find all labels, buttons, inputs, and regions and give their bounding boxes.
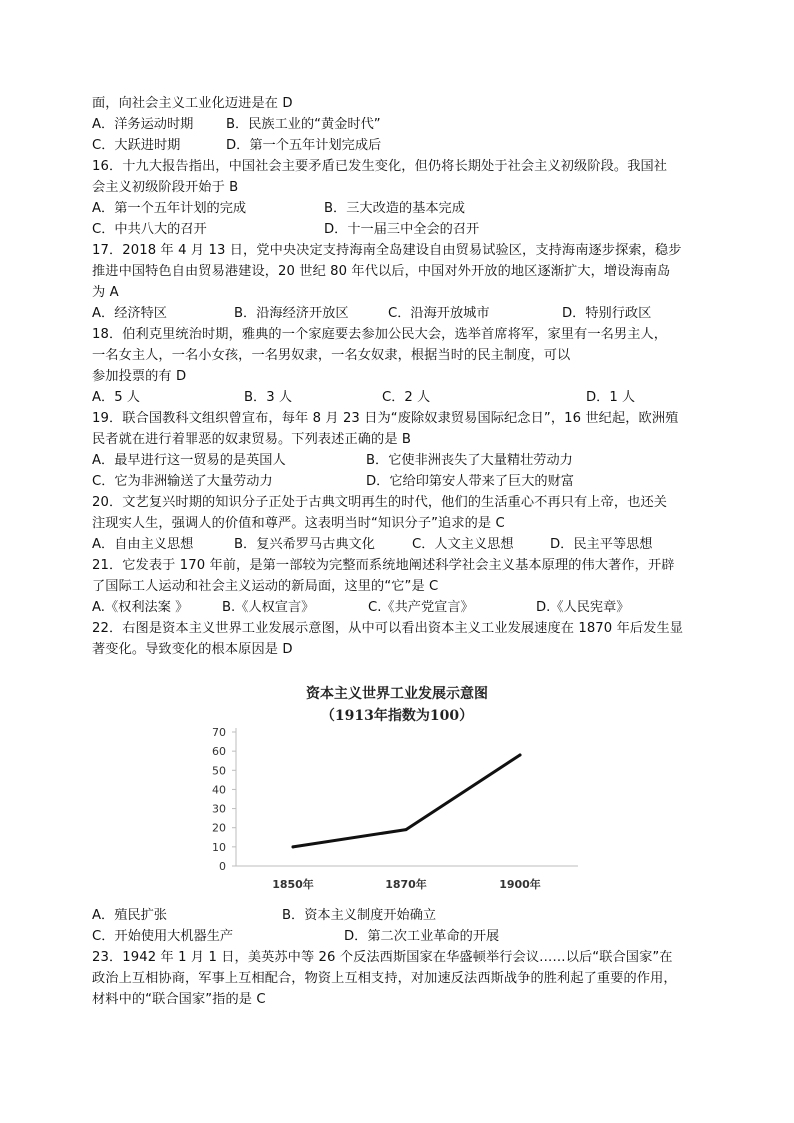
q17-option-c: C．沿海开放城市 — [388, 306, 490, 321]
q18-option-b: B．3 人 — [244, 390, 293, 405]
chart-subtitle: （1913年指数为100） — [320, 708, 474, 724]
q20-option-d: D．民主平等思想 — [550, 537, 653, 552]
q21-option-d: D.《人民宪章》 — [536, 600, 630, 615]
q20-option-a: A．自由主义思想 — [92, 537, 194, 552]
q15-option-a: A．洋务运动时期 — [92, 117, 194, 132]
q16-stem-line1: 16．十九大报告指出，中国社会主要矛盾已发生变化，但仍将长期处于社会主义初级阶段。我国社 — [92, 159, 668, 174]
q17-stem-line2: 推进中国特色自由贸易港建设，20 世纪 80 年代以后，中国对外开放的地区逐渐扩大，增设海南岛 — [92, 264, 671, 279]
q16-option-d: D．十一届三中全会的召开 — [324, 222, 480, 237]
q22-option-d: D．第二次工业革命的开展 — [344, 929, 500, 944]
q15-option-b: B．民族工业的“黄金时代” — [226, 117, 381, 132]
q21-option-a: A.《权利法案 》 — [92, 600, 189, 615]
q21-option-b: B.《人权宣言》 — [222, 600, 315, 615]
q19-option-d: D．它给印第安人带来了巨大的财富 — [366, 474, 574, 489]
q22-stem-line1: 22．右图是资本主义世界工业发展示意图，从中可以看出资本主义工业发展速度在 1870 年后发生显 — [92, 621, 684, 636]
q15-option-c: C．大跃进时期 — [92, 138, 181, 153]
q19-stem-line2: 民者就在进行着罪恶的奴隶贸易。下列表述正确的是 B — [92, 432, 412, 447]
q17-option-d: D．特别行政区 — [562, 306, 652, 321]
q19-option-c: C．它为非洲输送了大量劳动力 — [92, 474, 273, 489]
q20-stem-line1: 20．文艺复兴时期的知识分子正处于古典文明再生的时代，他们的生活重心不再只有上帝，也还关 — [92, 495, 668, 510]
q21-stem-line1: 21．它发表于 170 年前，是第一部较为完整而系统地阐述科学社会主义基本原理的伟大著作，开辟 — [92, 558, 675, 573]
y-tick-label: 0 — [219, 860, 226, 873]
q21-stem-line2: 了国际工人运动和社会主义运动的新局面，这里的“它”是 C — [92, 579, 439, 594]
q22-option-b: B．资本主义制度开始确立 — [282, 908, 437, 923]
q23-stem-line3: 材料中的“联合国家”指的是 C — [92, 992, 266, 1007]
data-point — [519, 753, 522, 756]
q17-stem-line3: 为 A — [92, 285, 119, 300]
q19-option-a: A．最早进行这一贸易的是英国人 — [92, 453, 286, 468]
y-tick-label: 40 — [212, 783, 226, 797]
y-tick-label: 30 — [212, 802, 226, 816]
q22-option-c: C．开始使用大机器生产 — [92, 929, 234, 944]
q18-stem-line3: 参加投票的有 D — [92, 369, 187, 384]
q18-stem-line2: 一名女主人，一名小女孩，一名男奴隶，一名女奴隶，根据当时的民主制度，可以 — [92, 348, 571, 363]
q17-option-a: A．经济特区 — [92, 306, 167, 321]
q18-option-c: C．2 人 — [382, 390, 431, 405]
data-point — [405, 828, 408, 831]
y-tick-label: 20 — [212, 821, 226, 835]
q19-option-b: B．它使非洲丧失了大量精壮劳动力 — [366, 453, 573, 468]
q16-option-c: C．中共八大的召开 — [92, 222, 207, 237]
y-tick-label: 60 — [212, 745, 226, 759]
series-line — [293, 755, 520, 847]
q23-stem-line1: 23．1942 年 1 月 1 日，美英苏中等 26 个反法西斯国家在华盛顿举行会议……以后“联合国家”在 — [92, 950, 673, 965]
q17-stem-line1: 17．2018 年 4 月 13 日，党中央决定支持海南全岛建设自由贸易试验区，支持海南逐步探索，稳步 — [92, 243, 682, 258]
q22-stem-line2: 著变化。导致变化的根本原因是 D — [92, 642, 293, 657]
y-tick-label: 50 — [212, 764, 226, 778]
q17-option-b: B．沿海经济开放区 — [234, 306, 349, 321]
y-tick-label: 70 — [212, 726, 226, 739]
q20-option-b: B．复兴希罗马古典文化 — [234, 537, 375, 552]
q16-stem-line2: 会主义初级阶段开始于 B — [92, 180, 239, 195]
q18-stem-line1: 18．伯利克里统治时期，雅典的一个家庭要去参加公民大会，选举首席将军，家里有一名男主人， — [92, 327, 668, 342]
q22-option-a: A．殖民扩张 — [92, 908, 167, 923]
q19-stem-line1: 19．联合国教科文组织曾宣布，每年 8 月 23 日为“废除奴隶贸易国际纪念日”，16 世纪起，欧洲殖 — [92, 411, 679, 426]
q20-option-c: C．人文主义思想 — [412, 537, 514, 552]
q18-option-a: A．5 人 — [92, 390, 140, 405]
x-tick-label: 1870年 — [385, 878, 427, 891]
chart-title: 资本主义世界工业发展示意图 — [306, 686, 488, 702]
q16-option-b: B．三大改造的基本完成 — [324, 201, 465, 216]
q15-option-d: D．第一个五年计划完成后 — [226, 138, 382, 153]
data-point — [292, 845, 295, 848]
q16-option-a: A．第一个五年计划的完成 — [92, 201, 247, 216]
x-tick-label: 1900年 — [499, 878, 541, 891]
q20-stem-line2: 注现实人生，强调人的价值和尊严。这表明当时“知识分子”追求的是 C — [92, 516, 505, 531]
y-tick-label: 10 — [212, 840, 226, 854]
q21-option-c: C.《共产党宣言》 — [368, 600, 474, 615]
q23-stem-line2: 政治上互相协商，军事上互相配合，物资上互相支持，对加速反法西斯战争的胜利起了重要的作用， — [92, 971, 677, 986]
q15-stem-end: 面，向社会主义工业化迈进是在 D — [92, 96, 293, 111]
x-tick-label: 1850年 — [272, 878, 314, 891]
q18-option-d: D．1 人 — [586, 390, 636, 405]
